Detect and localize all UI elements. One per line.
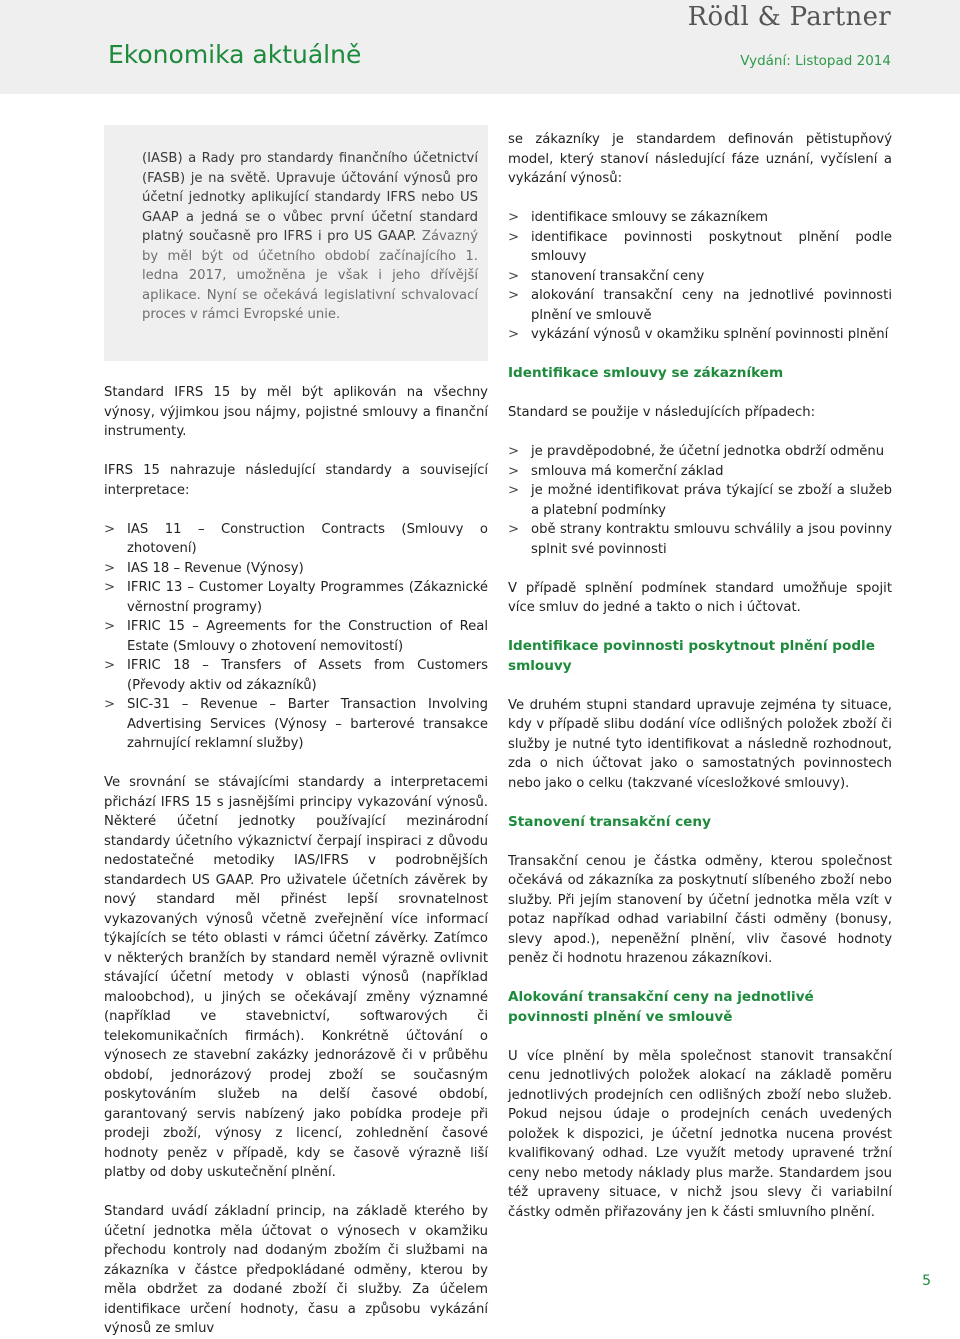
five-step-list bbox=[508, 208, 892, 345]
right-column bbox=[508, 130, 892, 1222]
intro-box bbox=[104, 125, 488, 361]
list-item: > identifikace povinnosti poskytnout plnění podle smlouvy bbox=[508, 228, 892, 267]
list-item: > alokování transakční ceny na jednotlivé povinnosti plnění ve smlouvě bbox=[508, 286, 892, 325]
list-item: > stanovení transakční ceny bbox=[508, 267, 892, 287]
paragraph: Standard IFRS 15 by měl být aplikován na všechny výnosy, výjimkou jsou nájmy, pojistné smlouvy a finanční instrumenty. bbox=[104, 385, 488, 439]
paragraph: Standard se použije v následujících případech: bbox=[508, 405, 816, 420]
list-item: > vykázání výnosů v okamžiku splnění povinnosti plnění bbox=[508, 325, 892, 345]
paragraph: Ve srovnání se stávajícími standardy a interpretacemi přichází IFRS 15 s jasnějšími principy vykazování výnosů. Některé účetní jednotky používající mezinárodní standardy účetního výkaznictví čerpají inspiraci z důvodu nedostatečné metodiky IAS/IFRS v podrobnějších standardech US GAAP. Pro uživatele účetních závěrek by nový standard měl přinést lepší srovnatelnost vykazovaných výnosů včetně zveřejnění více informací týkajících se této oblasti v rámci účetní závěrky. Zatímco v některých branžích by standard neměl výrazně ovlivnit stávající účetní metody v oblasti výnosů (například maloobchod), u jiných se očekávají změny významné (například ve stavebnictví, softwarových či telekomunikačních firmách). Konkrétně účtování o výnosech ze stavební zakázky jednorázově či v průběhu období, jednorázový prodej zboží se současným poskytováním služeb na delší časové období, garantovaný servis nabízený jako pobídka prodeje při prodeji zboží, výnosy z licencí, zohlednění časové hodnoty peněz v případě, kdy se časově výrazně liší platby od doby uskutečnění plnění. bbox=[104, 775, 488, 1180]
list-item: > je možné identifikovat práva týkající se zboží a služeb a platební podmínky bbox=[508, 481, 892, 520]
list-item: > smlouva má komerční základ bbox=[508, 462, 892, 482]
left-column bbox=[104, 383, 488, 1339]
paragraph: V případě splnění podmínek standard umožňuje spojit více smluv do jedné a takto o nich i účtovat. bbox=[508, 580, 892, 615]
paragraph: IFRS 15 nahrazuje následující standardy a související interpretace: bbox=[104, 463, 488, 498]
list-item: > IAS 11 – Construction Contracts (Smlouvy o zhotovení) bbox=[104, 520, 488, 559]
list-item: > SIC-31 – Revenue – Barter Transaction Involving Advertising Services (Výnosy – barterové transakce zahrnující reklamní služby) bbox=[104, 695, 488, 754]
section-heading: Identifikace povinnosti poskytnout plnění podle smlouvy bbox=[508, 638, 875, 674]
intro-text-dark: (IASB) a Rady pro standardy finančního účetnictví (FASB) je na světě. Upravuje účtování výnosů pro účetní jednotky aplikující standardy IFRS nebo US GAAP a jedná se o vůbec první účetní standard platný současně pro IFRS i pro US GAAP. bbox=[142, 151, 478, 244]
paragraph: se zákazníky je standardem definován pětistupňový model, který stanoví následující fáze uznání, vyčíslení a vykázání výnosů: bbox=[508, 132, 892, 186]
section-heading: Alokování transakční ceny na jednotlivé povinnosti plnění ve smlouvě bbox=[508, 989, 814, 1025]
brand-logo: Rödl & Partner bbox=[687, 2, 891, 32]
page-header bbox=[0, 0, 960, 94]
intro-text bbox=[142, 149, 478, 325]
section-heading: Stanovení transakční ceny bbox=[508, 813, 711, 830]
issue-date: Vydání: Listopad 2014 bbox=[740, 53, 891, 69]
paragraph: Ve druhém stupni standard upravuje zejména ty situace, kdy v případě slibu dodání více odlišných položek zboží či služby je nutné tyto identifikovat a následně rozhodnout, zda o nich účtovat jako o samostatných povinnostech nebo jako o celku (takzvané vícesložkové smlouvy). bbox=[508, 697, 892, 791]
paragraph: Standard uvádí základní princip, na základě kterého by účetní jednotka měla účtovat o výnosech v okamžiku přechodu kontroly nad dodaným zbožím či službami na zákazníka v částce předpokládané odměny, kterou by měla obdržet za dodané zboží či služby. Za účelem identifikace určení hodnoty, času a způsobu vykázání výnosů ze smluv bbox=[104, 1204, 488, 1336]
intro-text-light: Závazný by měl být od účetního období začínajícího 1. ledna 2017, umožněna je však i jeho dřívější aplikace. Nyní se očekává legislativní schvalovací proces v rámci Evropské unie. bbox=[142, 229, 478, 322]
list-item: > identifikace smlouvy se zákazníkem bbox=[508, 208, 892, 228]
list-item: > IFRIC 18 – Transfers of Assets from Customers (Převody aktiv od zákazníků) bbox=[104, 656, 488, 695]
paragraph: Transakční cenou je částka odměny, kterou společnost očekává od zákazníka za poskytnutí slíbeného zboží nebo služby. Při jejím stanovení by účetní jednotka měla vzít v potaz napříkad odhad variabilní části odměny (bonusy, slevy apod.), nepeněžní plnění, vliv časové hodnoty peněz či hodnotu hrazenou zákazníkovi. bbox=[508, 853, 892, 966]
list-item: > IFRIC 13 – Customer Loyalty Programmes (Zákaznické věrnostní programy) bbox=[104, 578, 488, 617]
section-heading: Identifikace smlouvy se zákazníkem bbox=[508, 365, 784, 381]
conditions-list bbox=[508, 442, 892, 559]
list-item: > IAS 18 – Revenue (Výnosy) bbox=[104, 559, 488, 579]
list-item: > IFRIC 15 – Agreements for the Construction of Real Estate (Smlouvy o zhotovení nemovitostí) bbox=[104, 617, 488, 656]
publication-title: Ekonomika aktuálně bbox=[108, 40, 362, 69]
page-number: 5 bbox=[922, 1273, 931, 1289]
paragraph: U více plnění by měla společnost stanovit transakční cenu jednotlivých položek alokací na základě poměru jednotlivých prodejních cen odlišných zboží nebo služeb. Pokud nejsou údaje o prodejních cenách uvedených položek k dispozici, je účetní jednotka nucena provést kvalifikovaný odhad. Lze využít metody upravené tržní ceny nebo metody náklady plus marže. Standardem jsou též upraveny situace, v nichž jsou slevy či variabilní částky odměn přiřazovány jen k části smluvního plnění. bbox=[508, 1048, 892, 1220]
replaced-standards-list bbox=[104, 520, 488, 754]
list-item: > obě strany kontraktu smlouvu schválily a jsou povinny splnit své povinnosti bbox=[508, 520, 892, 559]
list-item: > je pravděpodobné, že účetní jednotka obdrží odměnu bbox=[508, 442, 892, 462]
